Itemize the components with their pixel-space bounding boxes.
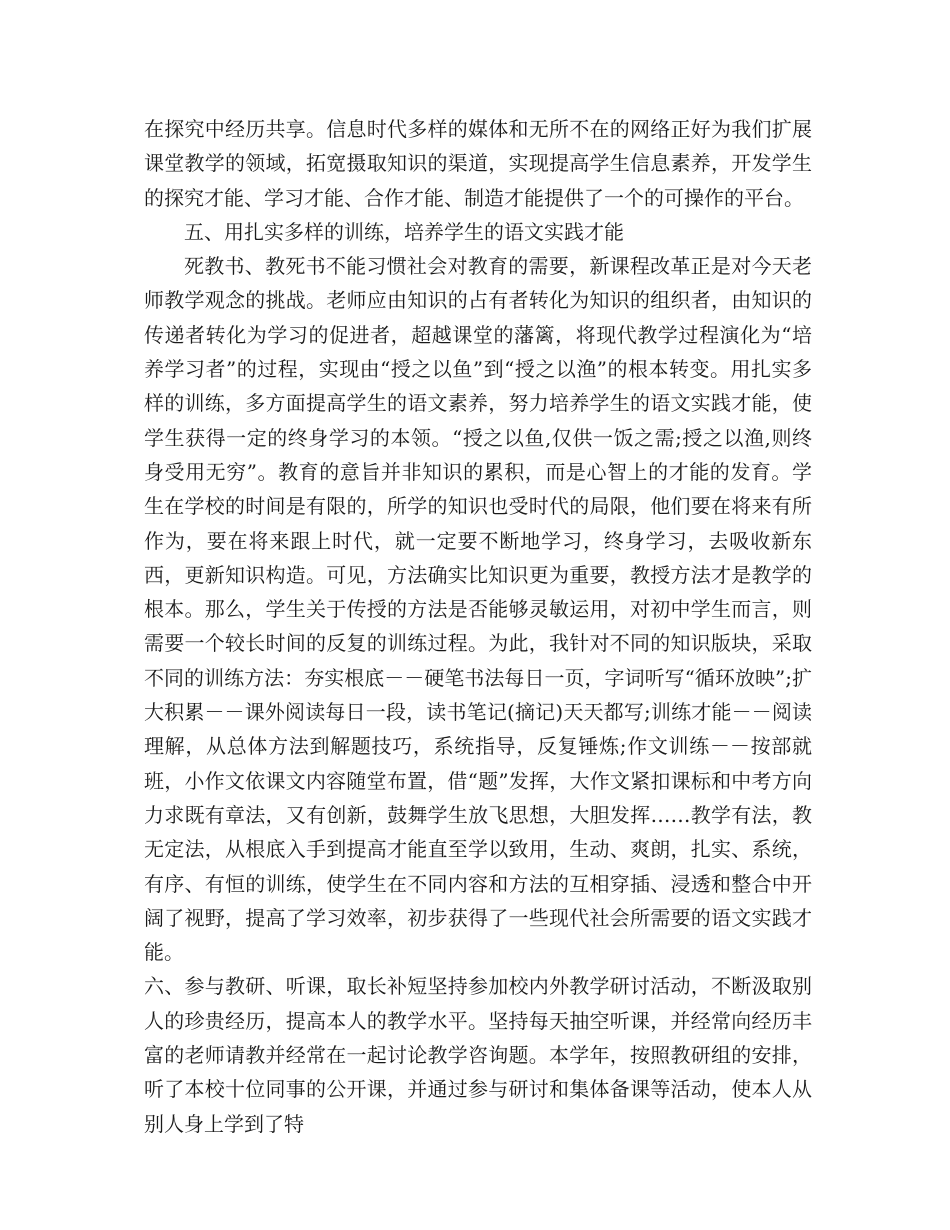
section-heading-6-paragraph: 六、参与教研、听课，取长补短坚持参加校内外教学研讨活动，不断汲取别人的珍贵经历，提高本人的教学水平。坚持每天抽空听课，并经常向经历丰富的老师请教并经常在一起讨论教学咨询题。本学年，按照教研组的安排，听了本校十位同事的公开课，并通过参与研讨和集体备课等活动，使本人从别人身上学到了特	[144, 974, 812, 1136]
paragraph-1: 在探究中经历共享。信息时代多样的媒体和无所不在的网络正好为我们扩展课堂教学的领域，拓宽摄取知识的渠道，实现提高学生信息素养，开发学生的探究才能、学习才能、合作才能、制造才能提供了一个的可操作的平台。	[144, 117, 812, 210]
document-body	[144, 112, 812, 1141]
paragraph-3: 死教书、教死书不能习惯社会对教育的需要，新课程改革正是对今天老师教学观念的挑战。老师应由知识的占有者转化为知识的组织者，由知识的传递者转化为学习的促进者，超越课堂的藩篱，将现代教学过程演化为“培养学习者”的过程，实现由“授之以鱼”到“授之以渔”的根本转变。用扎实多样的训练，多方面提高学生的语文素养，努力培养学生的语文实践才能，使学生获得一定的终身学习的本领。“授之以鱼,仅供一饭之需;授之以渔,则终身受用无穷”。教育的意旨并非知识的累积，而是心智上的才能的发育。学生在学校的时间是有限的，所学的知识也受时代的局限，他们要在将来有所作为，要在将来跟上时代，就一定要不断地学习，终身学习，去吸收新东西，更新知识构造。可见，方法确实比知识更为重要，教授方法才是教学的根本。那么，学生关于传授的方法是否能够灵敏运用，对初中学生而言，则需要一个较长时间的反复的训练过程。为此，我针对不同的知识版块，采取不同的训练方法：夯实根底－－硬笔书法每日一页，字词听写“循环放映”;扩大积累－－课外阅读每日一段，读书笔记(摘记)天天都写;训练才能－－阅读理解，从总体方法到解题技巧，系统指导，反复锤炼;作文训练－－按部就班，小作文依课文内容随堂布置，借“题”发挥，大作文紧扣课标和中考方向力求既有章法，又有创新，鼓舞学生放飞思想，大胆发挥……教学有法，教无定法，从根底入手到提高才能直至学以致用，生动、爽朗，扎实、系统，有序、有恒的训练，使学生在不同内容和方法的互相穿插、浸透和整合中开阔了视野，提高了学习效率，初步获得了一些现代社会所需要的语文实践才能。	[144, 254, 812, 965]
section-heading-5: 五、用扎实多样的训练，培养学生的语文实践才能	[184, 219, 624, 244]
